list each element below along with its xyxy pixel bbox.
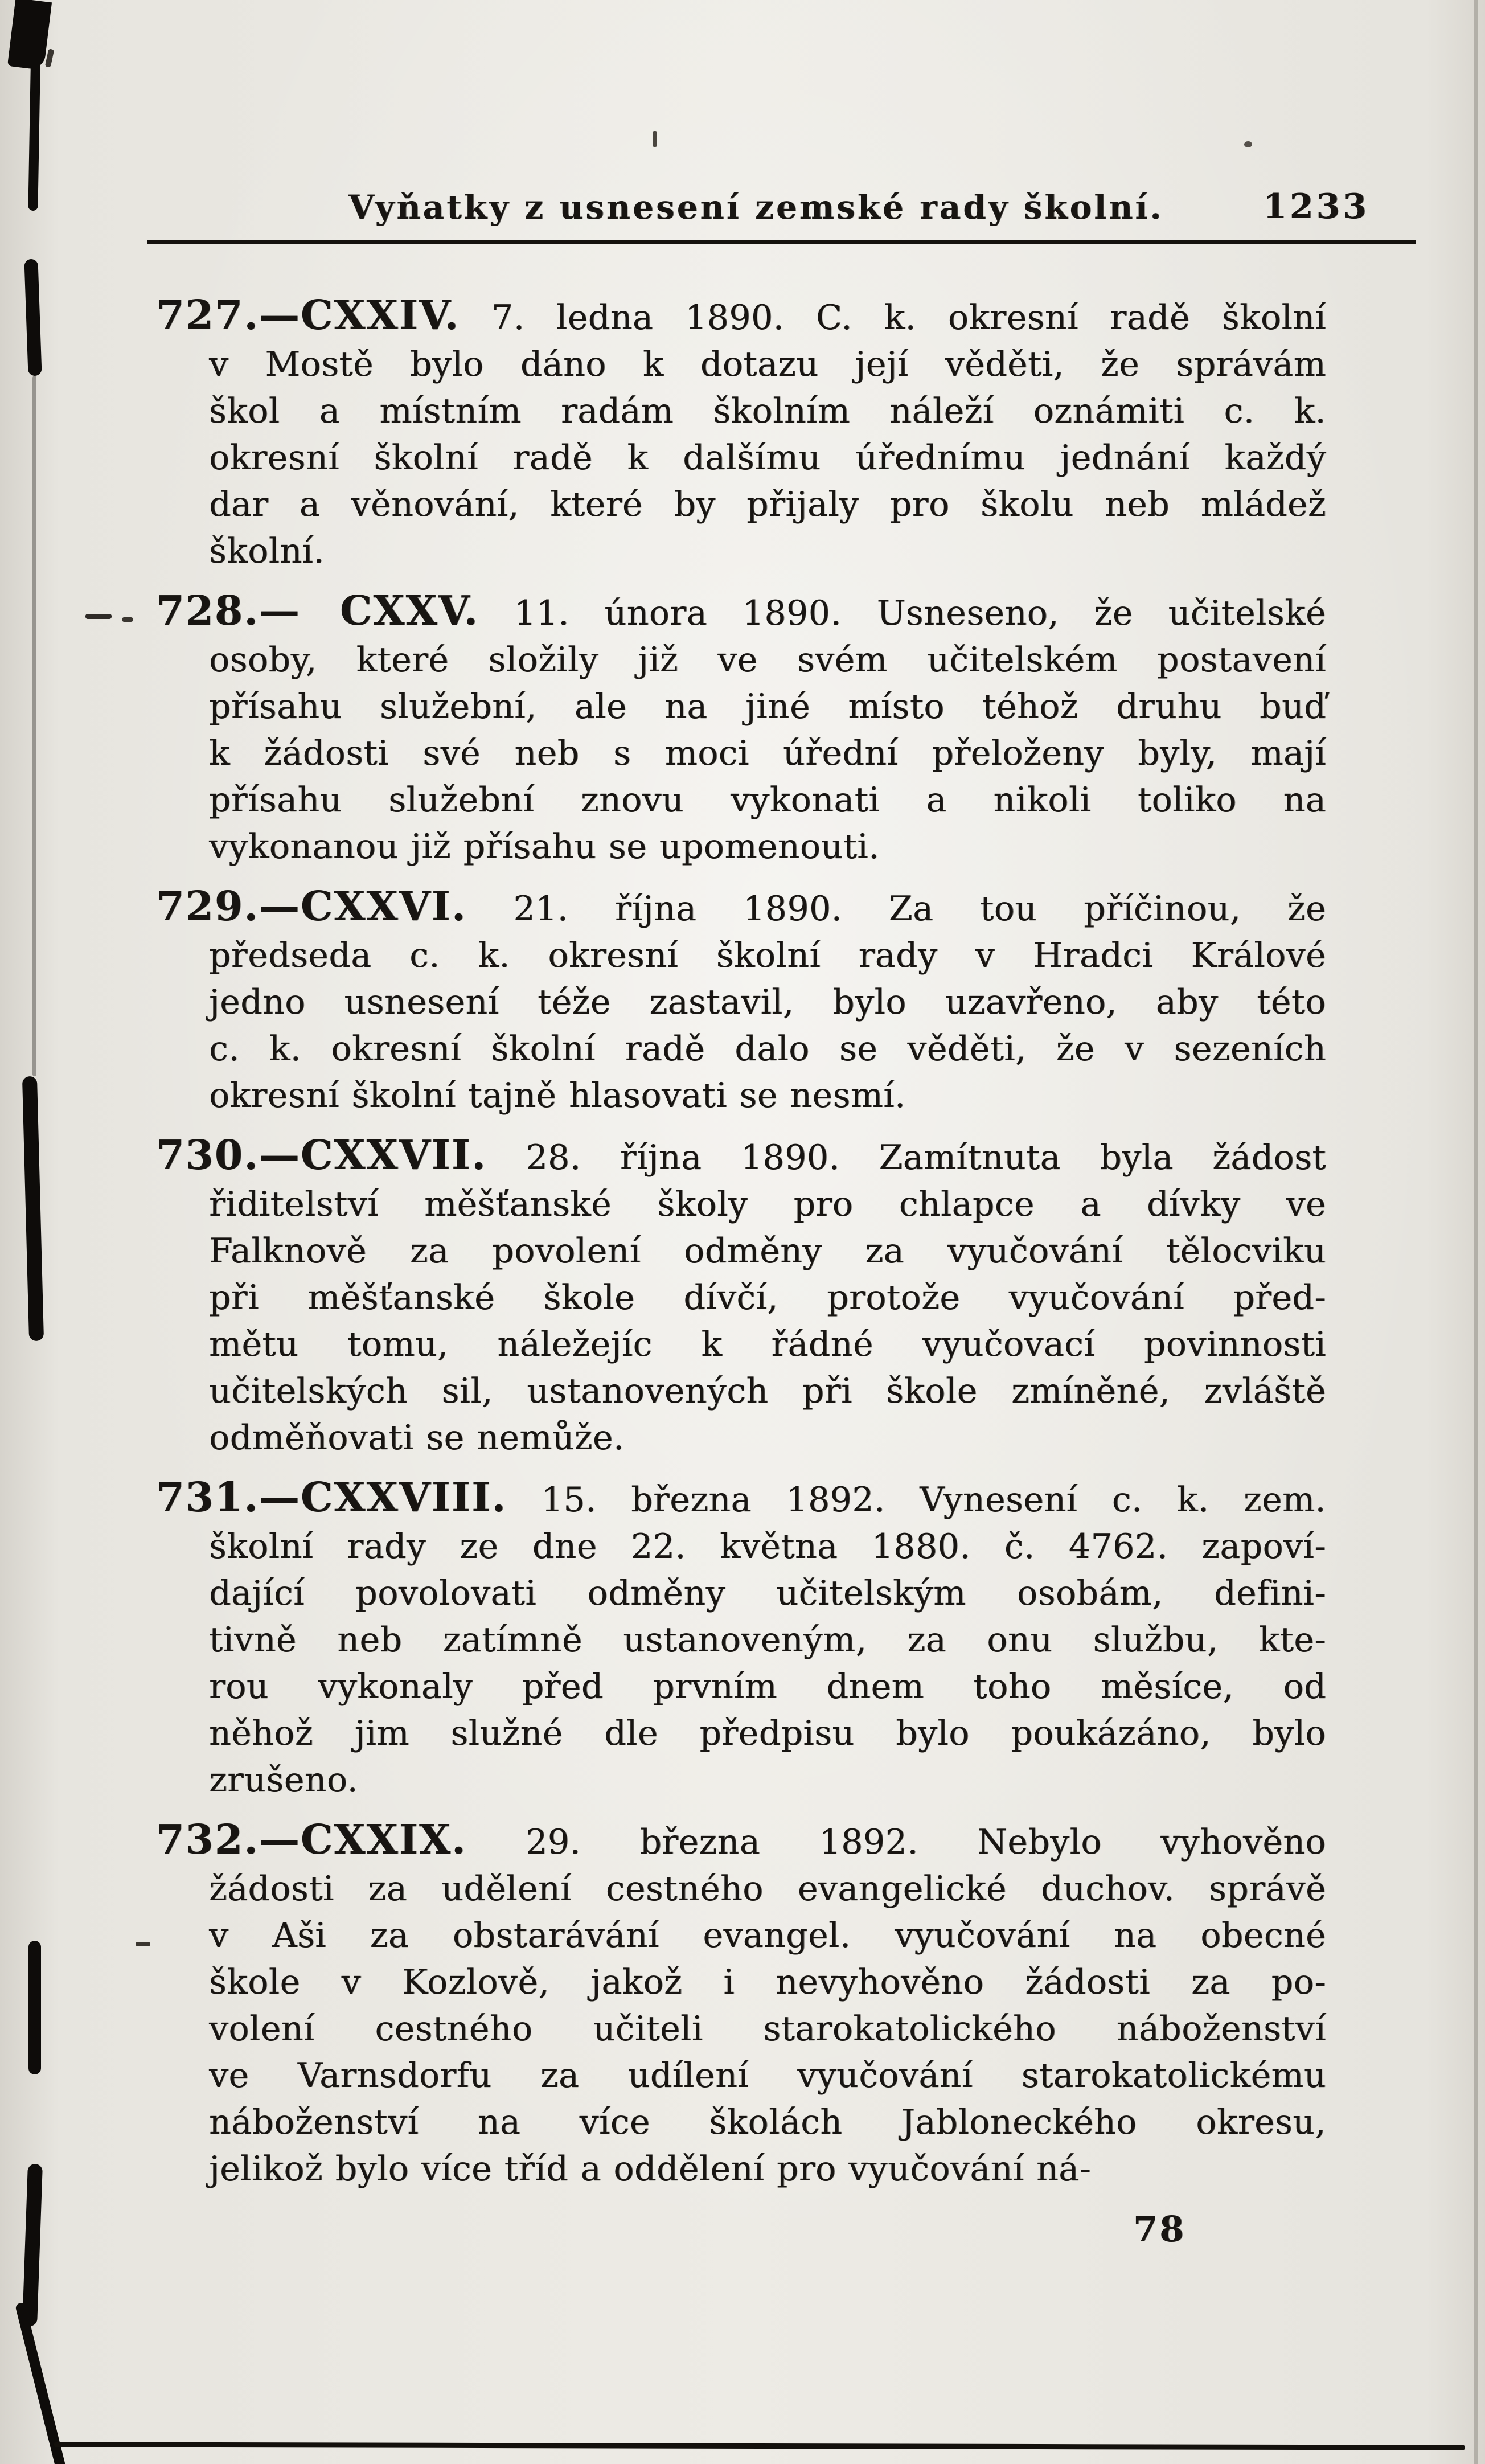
paragraph-line: ve Varnsdorfu za udílení vyučování starokatolickému	[209, 2056, 1326, 2096]
paragraph-line: rou vykonaly před prvním dnem toho měsíce, od	[209, 1667, 1326, 1707]
scan-artifact-ink-speck	[653, 131, 657, 147]
paragraph-line: škol a místním radám školním náleží oznámiti c. k.	[209, 391, 1326, 431]
paragraph-731	[156, 1473, 1327, 1803]
scan-artifact-edge-blob	[24, 259, 42, 376]
scan-artifact-right-edge	[1474, 0, 1478, 2464]
paragraph-number: 729.—CXXVI.	[156, 882, 467, 930]
paragraph-line: školní.	[209, 531, 325, 571]
text-block	[156, 291, 1327, 2205]
paragraph-line: zrušeno.	[209, 1760, 359, 1800]
paragraph-line: školní rady ze dne 22. května 1880. č. 4762. zapoví-	[209, 1527, 1326, 1567]
paragraph-first-line-text: 11. února 1890. Usneseno, že učitelské	[514, 593, 1326, 633]
paragraph-first-line	[156, 1816, 1326, 1866]
paragraph-first-line-text: 15. března 1892. Vynesení c. k. zem.	[541, 1480, 1327, 1520]
paragraph-729	[156, 882, 1326, 1119]
paragraph-line: náboženství na více školách Jabloneckého okresu,	[209, 2102, 1326, 2142]
paragraph-number: 730.—CXXVII.	[156, 1131, 487, 1179]
scan-artifact-ink-speck	[45, 48, 54, 67]
paragraph-number: 731.—CXXVIII.	[156, 1473, 507, 1521]
paragraph-first-line-text: 7. ledna 1890. C. k. okresní radě školní	[491, 298, 1327, 338]
paragraph-line: v Aši za obstarávání evangel. vyučování na obecné	[209, 1916, 1326, 1955]
scan-artifact-edge-blob	[22, 1076, 44, 1342]
scan-artifact-ink-speck	[136, 1942, 150, 1946]
paragraph-line: předseda c. k. okresní školní rady v Hradci Králové	[209, 936, 1326, 975]
paragraph-line: jedno usnesení téže zastavil, bylo uzavřeno, aby této	[209, 982, 1326, 1022]
paragraph-line: jelikož bylo více tříd a oddělení pro vyučování ná-	[209, 2149, 1092, 2189]
paragraph-first-line	[156, 1474, 1326, 1523]
paragraph-line: c. k. okresní školní radě dalo se věděti, že v sezeních	[209, 1029, 1326, 1069]
paragraph-first-line-text: 28. října 1890. Zamítnuta byla žádost	[526, 1138, 1326, 1178]
paragraph-number: 728.— CXXV.	[156, 587, 479, 634]
scan-artifact-ink-speck	[85, 614, 112, 619]
paragraph-line: Falknově za povolení odměny za vyučování tělocviku	[209, 1231, 1326, 1271]
paragraph-line: vykonanou již přísahu se upomenouti.	[209, 827, 880, 867]
scan-artifact-corner-blob	[7, 0, 52, 70]
paragraph-line: v Mostě bylo dáno k dotazu její věděti, že správám	[209, 345, 1326, 384]
header-rule	[147, 240, 1416, 244]
scan-artifact-edge-blob	[22, 2164, 43, 2327]
paragraph-first-line	[156, 1131, 1326, 1181]
paragraph-line: škole v Kozlově, jakož i nevyhověno žádosti za po-	[209, 1962, 1326, 2002]
paragraph-line: dající povolovati odměny učitelským osobám, defini-	[209, 1573, 1326, 1613]
paragraph-number: 727.—CXXIV.	[156, 291, 460, 339]
scan-artifact-ink-speck	[1244, 141, 1252, 147]
paragraph-first-line-text: 21. října 1890. Za tou příčinou, že	[513, 889, 1326, 929]
paragraph-first-line	[156, 587, 1326, 637]
paragraph-730	[156, 1131, 1326, 1461]
running-header-title: Vyňatky z usnesení zemské rady školní.	[348, 188, 1164, 227]
paragraph-line: něhož jim služné dle předpisu bylo poukázáno, bylo	[209, 1713, 1326, 1753]
paragraph-line: tivně neb zatímně ustanoveným, za onu službu, kte-	[209, 1620, 1326, 1660]
paragraph-line: řiditelství měšťanské školy pro chlapce a dívky ve	[209, 1184, 1326, 1224]
paragraph-line: okresní školní tajně hlasovati se nesmí.	[209, 1076, 906, 1116]
paragraph-number: 732.—CXXIX.	[156, 1815, 467, 1863]
paragraph-line: přísahu služební, ale na jiné místo téhož druhu buď	[209, 687, 1326, 727]
paragraph-line: žádosti za udělení cestného evangelické duchov. správě	[209, 1869, 1326, 1909]
paragraph-732	[156, 1815, 1327, 2192]
paragraph-line: k žádosti své neb s moci úřední přeloženy byly, mají	[209, 733, 1326, 773]
paragraph-first-line	[156, 292, 1326, 341]
paragraph-line: dar a věnování, které by přijaly pro školu neb mládež	[209, 485, 1326, 524]
paragraph-line: přísahu služební znovu vykonati a nikoli toliko na	[209, 780, 1326, 820]
scan-artifact-ink-speck	[122, 617, 133, 622]
paragraph-727	[156, 291, 1327, 575]
paragraph-first-line	[156, 883, 1326, 932]
paragraph-line: mětu tomu, náležejíc k řádné vyučovací povinnosti	[209, 1325, 1326, 1364]
paragraph-line: okresní školní radě k dalšímu úřednímu jednání každý	[209, 438, 1326, 478]
footer-signature-number: 78	[1133, 2208, 1186, 2250]
paragraph-line: volení cestného učiteli starokatolického náboženství	[209, 2009, 1326, 2049]
paragraph-line: při měšťanské škole dívčí, protože vyučování před-	[209, 1278, 1326, 1318]
scan-artifact-bottom-rule	[54, 2442, 1465, 2450]
scan-artifact-edge-blob	[28, 1941, 41, 2074]
paragraph-line: odměňovati se nemůže.	[209, 1418, 625, 1458]
paragraph-line: osoby, které složily již ve svém učitelském postavení	[209, 640, 1326, 680]
paragraph-line: učitelských sil, ustanovených při škole zmíněné, zvláště	[209, 1371, 1326, 1411]
paragraph-728	[156, 587, 1326, 870]
paragraph-first-line-text: 29. března 1892. Nebylo vyhověno	[526, 1822, 1327, 1862]
scan-artifact-bottom-hook	[15, 2302, 66, 2464]
header-page-number: 1233	[1263, 187, 1369, 227]
scan-artifact-edge-line	[32, 376, 36, 1076]
